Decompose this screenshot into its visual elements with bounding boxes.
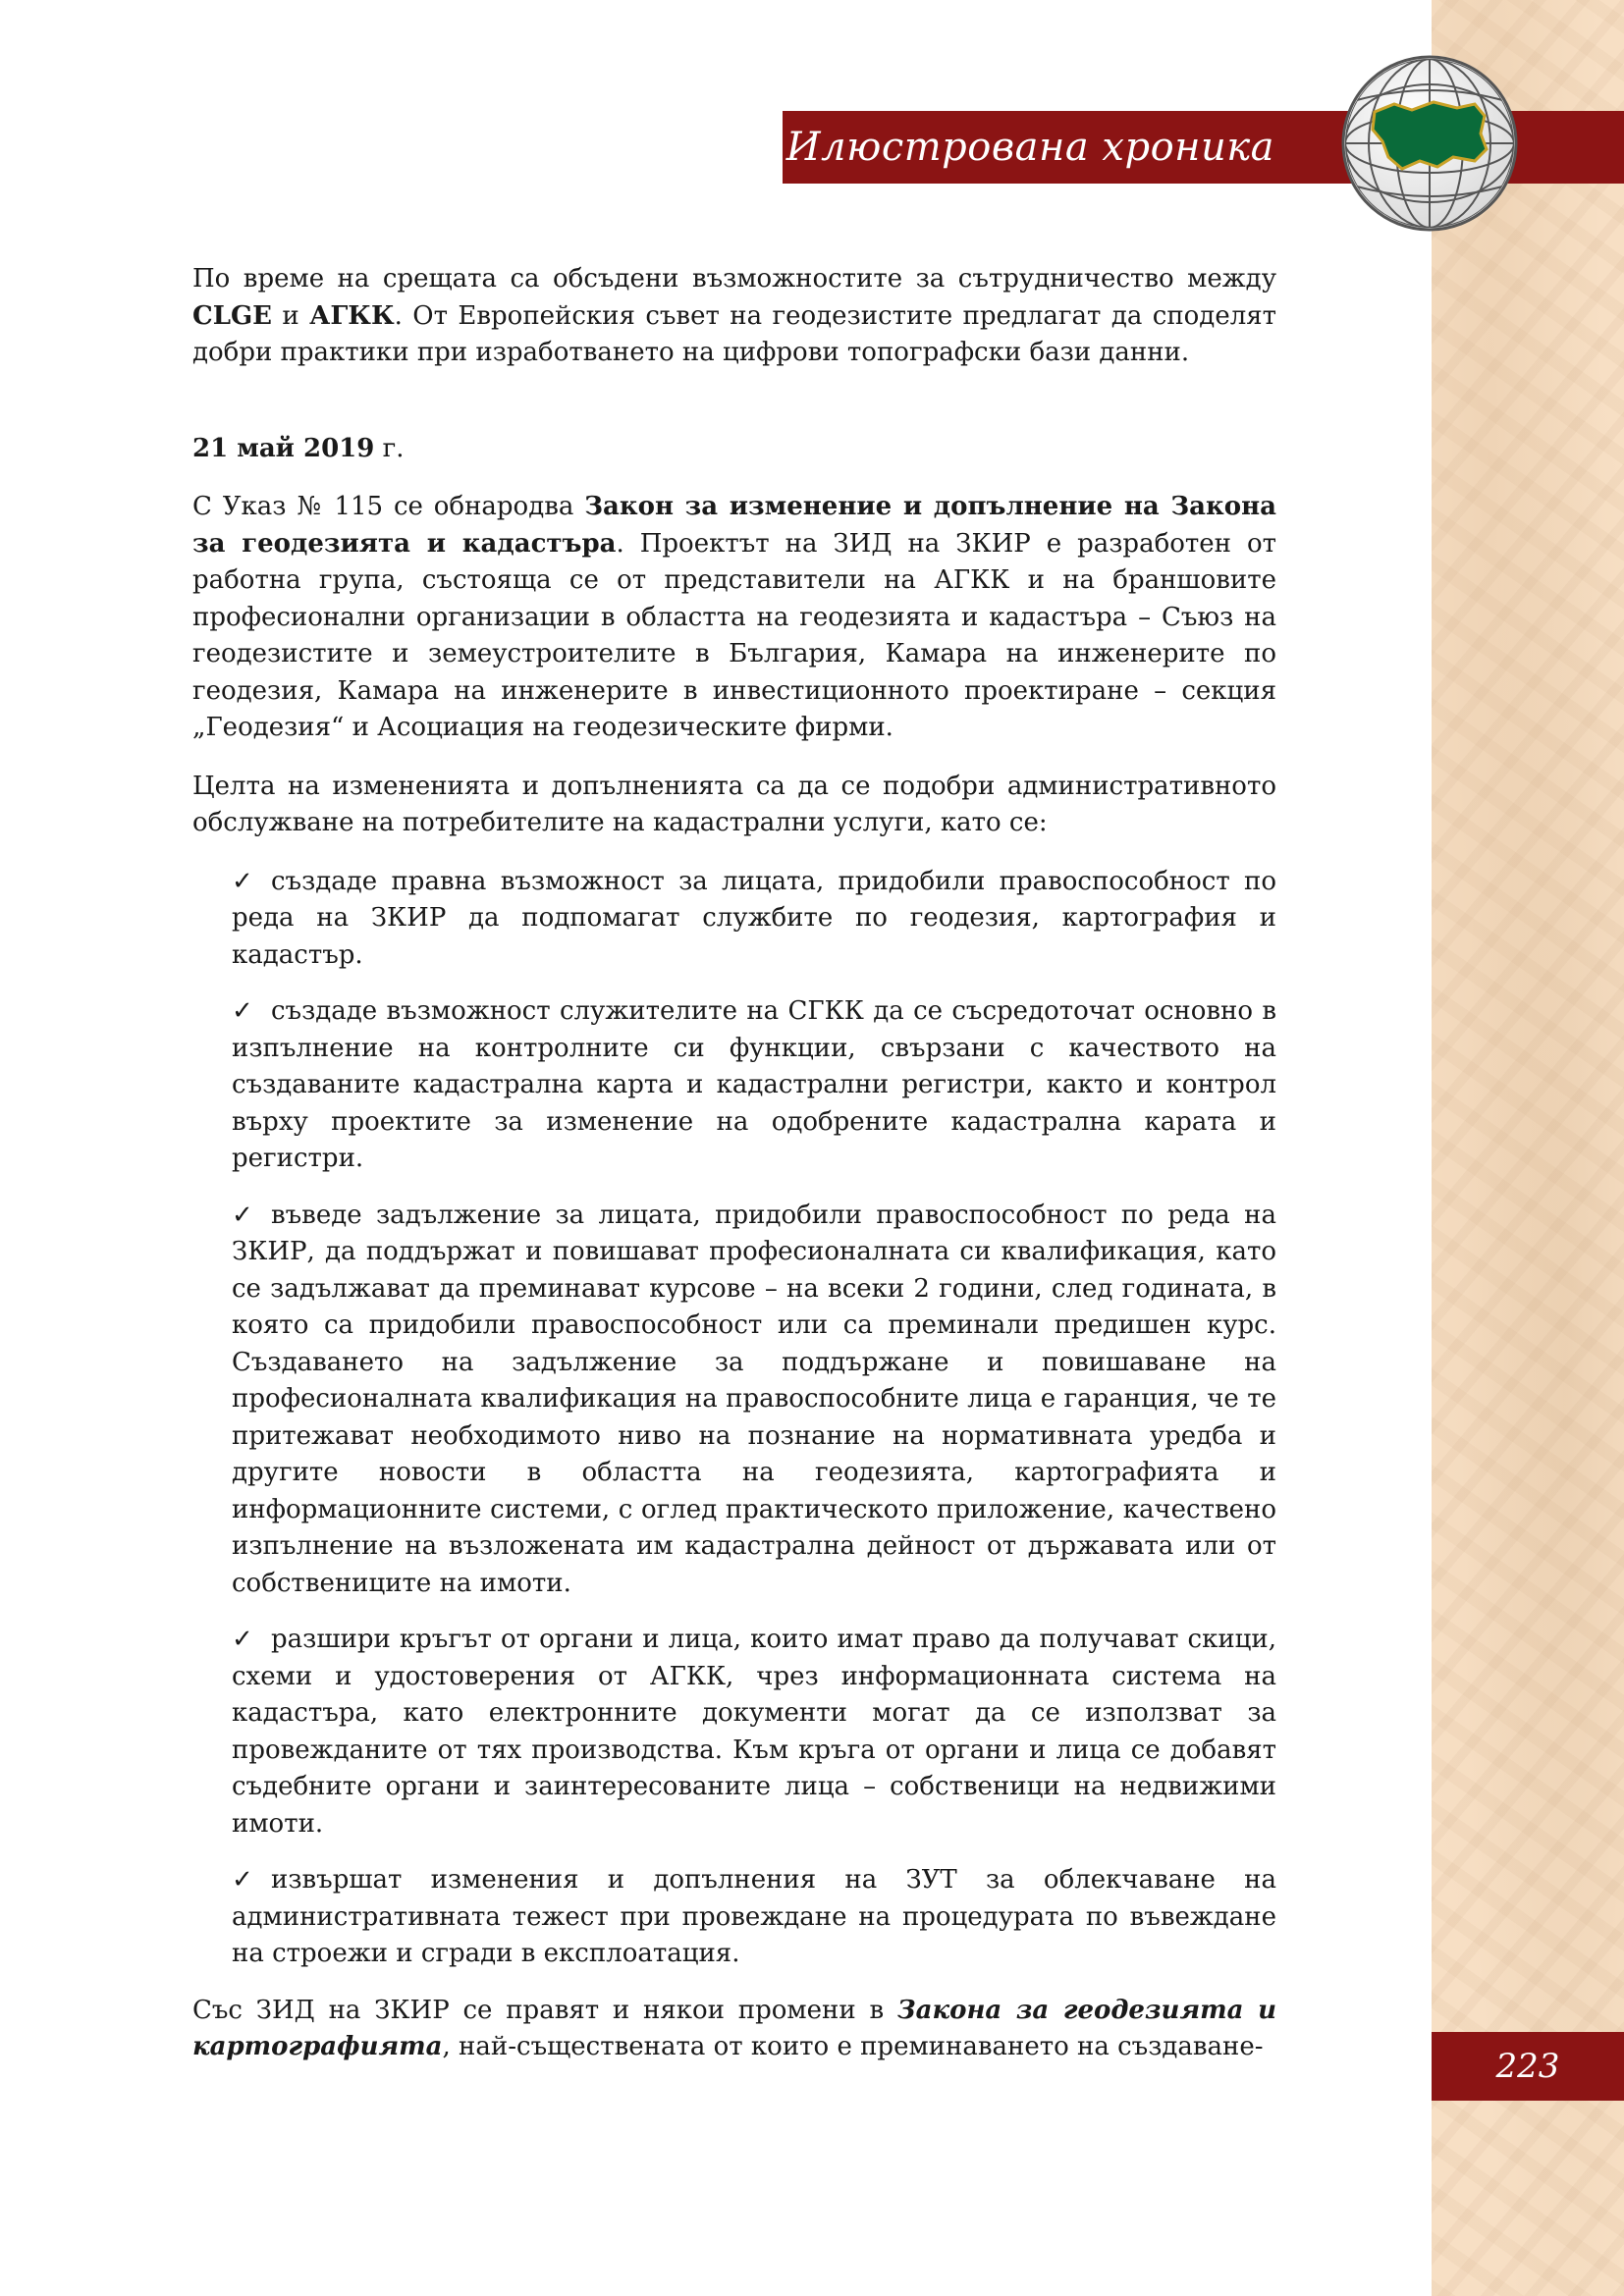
list-item-text: разшири кръгът от органи и лица, които имат право да получават скици, схеми и удостоверения от АГКК, чрез информационната система на кадастъра, като електронните документи могат да се използват за провежданите от тях производства. Към кръга от органи и лица се добавят съдебните органи и заинтересованите лица – собственици на недвижими имоти.	[232, 1625, 1276, 1839]
header-band	[783, 111, 1432, 184]
list-item-text: извършат изменения и допълнения на ЗУТ за облекчаване на административната тежест при провеждане на процедурата по въвеждане на строежи и сгради в експлоатация.	[232, 1865, 1276, 1968]
list-item	[232, 993, 1276, 1178]
intro-text-2: и	[272, 300, 310, 331]
paragraph-decree	[192, 489, 1276, 747]
intro-paragraph	[192, 261, 1276, 372]
intro-text-1: По време на срещата са обсъдени възможностите за сътрудничество между	[192, 264, 1276, 294]
decree-law-title: Закон за изменение и допълнение на Закона за геодезията и кадастъра	[192, 492, 1277, 559]
intro-bold-agkk: АГКК	[309, 300, 395, 331]
paragraph-closing	[192, 1993, 1276, 2066]
list-item	[232, 1862, 1276, 1973]
checkmark-icon: ✓	[232, 996, 253, 1026]
date-day: 21 май 2019	[192, 433, 375, 463]
globe-logo-icon	[1337, 51, 1522, 236]
intro-bold-clge: CLGE	[192, 300, 272, 331]
date-suffix: г.	[374, 433, 405, 463]
list-item	[232, 864, 1276, 975]
closing-text-2: , най-съществената от които е преминаването на създаване-	[442, 2032, 1264, 2061]
page-number: 223	[1495, 2047, 1560, 2086]
closing-law-title: Закона за геодезията и картографията	[192, 1995, 1276, 2061]
section-title: Илюстрована хроника	[785, 125, 1274, 170]
page-content	[192, 261, 1276, 2088]
closing-text-1: Със ЗИД на ЗКИР се правят и някои промени в	[192, 1995, 897, 2025]
checkmark-icon: ✓	[232, 1865, 253, 1895]
list-item-text: въведе задължение за лицата, придобили правоспособност по реда на ЗКИР, да поддържат и повишават професионалната си квалификация, като се задължават да преминават курсове – на всеки 2 години, след годината, в която са придобили правоспособност или са преминали предишен курс. Създаването на задължение за поддържане и повишаване на професионалната квалификация на правоспособните лица е гаранция, че те притежават необходимото ниво на познание на нормативната уредба и другите новости в областта на геодезията, картографията и информационните системи, с оглед практическото приложение, качествено изпълнение на възложената им кадастрална дейност от държавата или от собствениците на имоти.	[232, 1200, 1276, 1598]
checkmark-icon: ✓	[232, 1625, 253, 1654]
amendments-list	[232, 864, 1276, 1973]
list-item-text: създаде правна възможност за лицата, придобили правоспособност по реда на ЗКИР да подпомагат службите по геодезия, картография и кадастър.	[232, 866, 1276, 970]
date-heading	[192, 431, 1276, 468]
list-item-text: създаде възможност служителите на СГКК да се съсредоточат основно в изпълнение на контролните си функции, свързани с качеството на създаваните кадастрална карта и кадастрални регистри, както и контрол върху проектите за изменение на одобрените кадастрална карата и регистри.	[232, 996, 1276, 1173]
decorative-side-strip	[1432, 0, 1624, 2296]
checkmark-icon: ✓	[232, 866, 253, 896]
list-item	[232, 1198, 1276, 1603]
decree-text-2: . Проектът на ЗИД на ЗКИР е разработен от работна група, състояща се от представители на АГКК и на браншовите професионални организации в областта на геодезията и кадастъра – Съюз на геодезистите и земеустроителите в България, Камара на инженерите по геодезия, Камара на инженерите в инвестиционното проектиране – секция „Геодезия“ и Асоциация на геодезическите фирми.	[192, 528, 1276, 742]
decree-text-1: С Указ № 115 се обнародва	[192, 492, 585, 521]
intro-text-3: . От Европейския съвет на геодезистите предлагат да споделят добри практики при изработването на цифрови топографски бази данни.	[192, 300, 1277, 367]
list-item	[232, 1622, 1276, 1842]
checkmark-icon: ✓	[232, 1200, 253, 1230]
paragraph-goal: Целта на измененията и допълненията са да се подобри административното обслужване на потребителите на кадастрални услуги, като се:	[192, 771, 1276, 837]
page-number-badge	[1432, 2032, 1624, 2101]
